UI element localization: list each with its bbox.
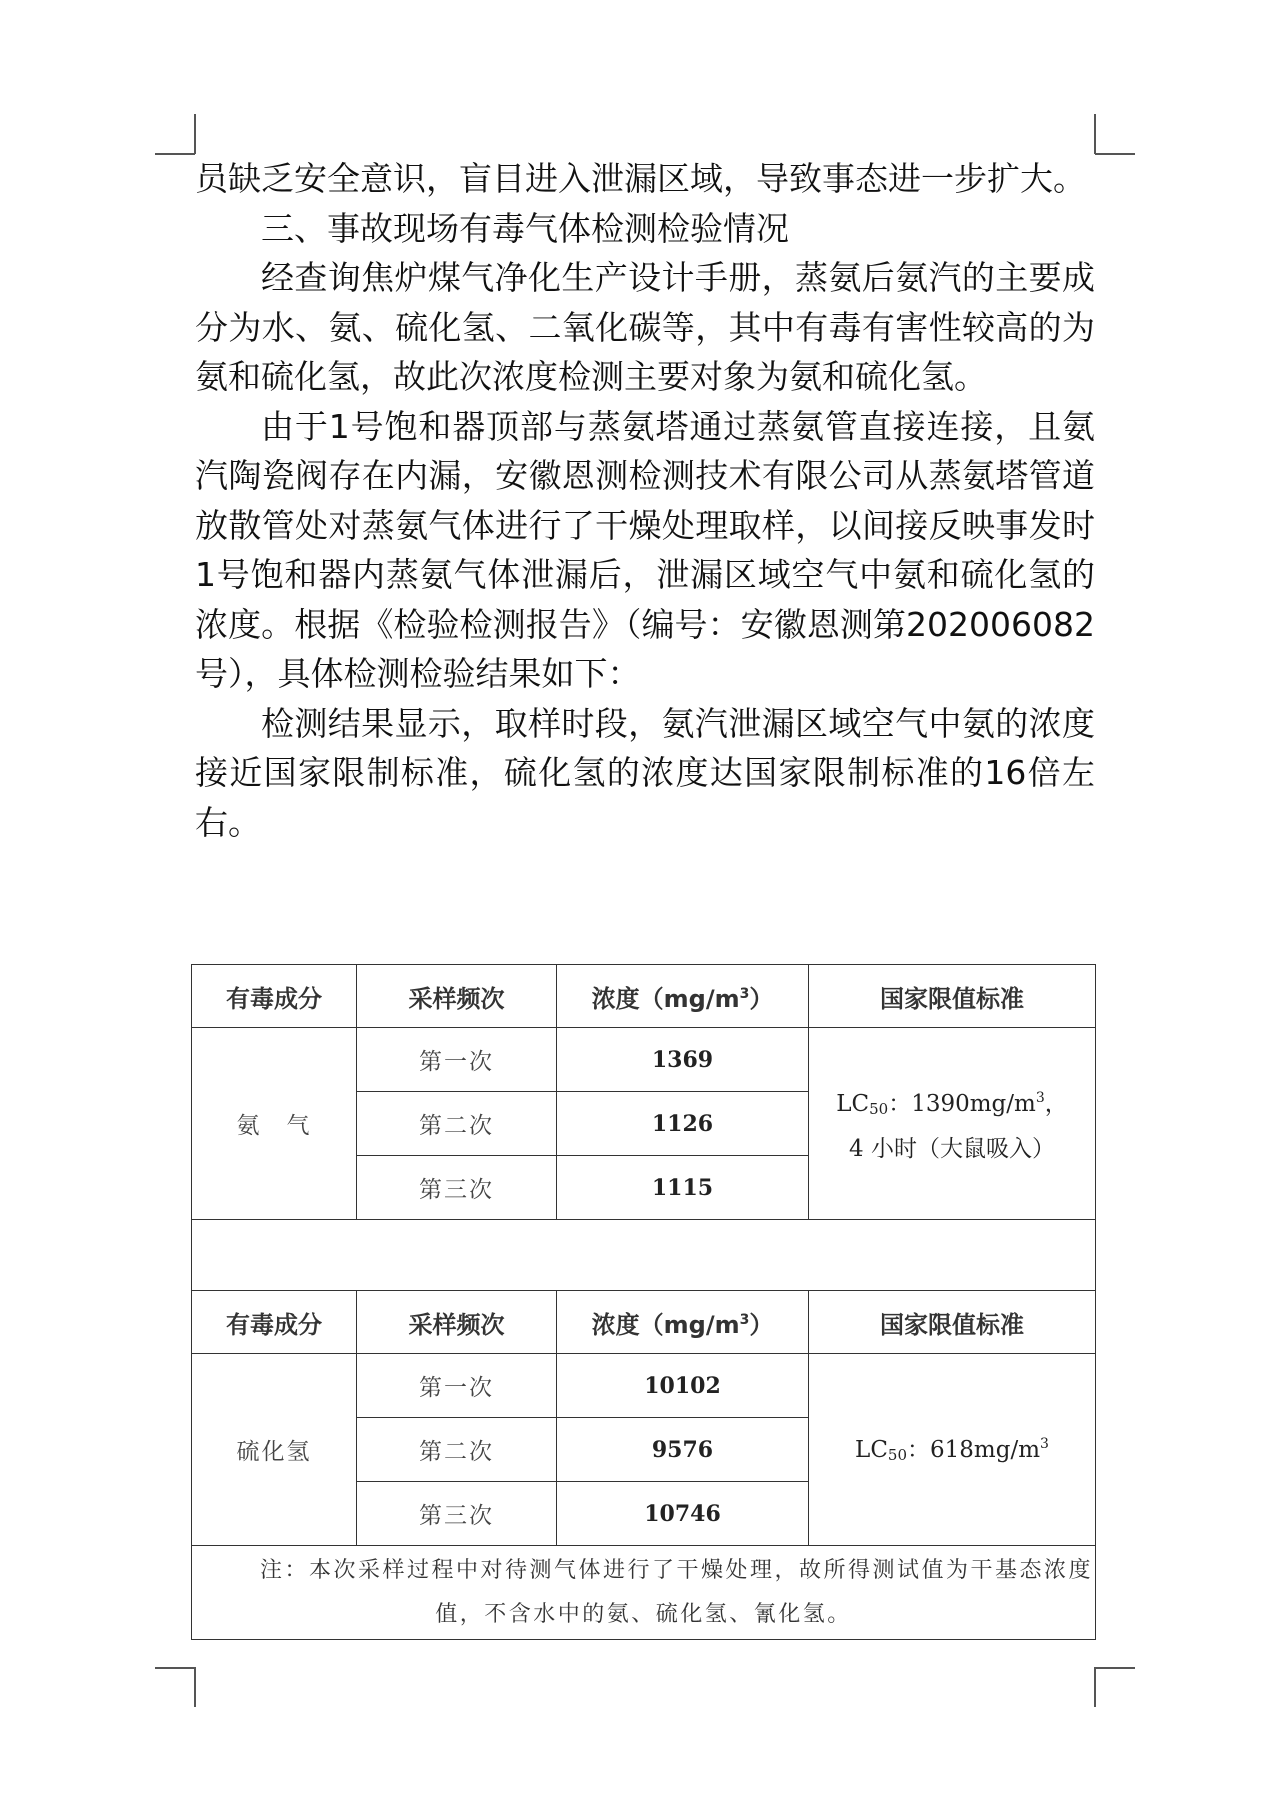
crop-mark-top-right-h xyxy=(1095,153,1135,155)
gas-name-h2s: 硫化氢 xyxy=(192,1354,357,1546)
crop-mark-top-left-v xyxy=(194,114,196,154)
sample-value: 10746 xyxy=(557,1482,809,1546)
detection-results-table xyxy=(191,964,1096,1640)
header-component: 有毒成分 xyxy=(192,1291,357,1354)
sample-value: 9576 xyxy=(557,1418,809,1482)
table-row xyxy=(192,1028,1096,1092)
sample-value: 10102 xyxy=(557,1354,809,1418)
table-note: 注：本次采样过程中对待测气体进行了干燥处理，故所得测试值为干基态浓度值，不含水中的氨、硫化氢、氰化氢。 xyxy=(192,1546,1096,1640)
header-concentration: 浓度$(mg/m^3)$ xyxy=(557,1291,809,1354)
gas-name-ammonia: 氨 气 xyxy=(192,1028,357,1220)
header-concentration: 浓度$(mg/m^3)$ xyxy=(557,965,809,1028)
sample-seq: 第三次 xyxy=(357,1482,557,1546)
standard-h2s: $LC_{50}$：$618mg/m^3$ xyxy=(809,1354,1096,1546)
sample-value: 1115 xyxy=(557,1156,809,1220)
header-standard: 国家限值标准 xyxy=(809,1291,1096,1354)
sample-seq: 第一次 xyxy=(357,1354,557,1418)
section-heading: 三、事故现场有毒气体检测检验情况 xyxy=(261,208,789,248)
table-note-row xyxy=(192,1546,1096,1640)
sample-seq: 第一次 xyxy=(357,1028,557,1092)
paragraph-sampling: 由于1号饱和器顶部与蒸氨塔通过蒸氨管直接连接，且氨汽陶瓷阀存在内漏，安徽恩测检测技术有限公司从蒸氨塔管道放散管处对蒸氨气体进行了干燥处理取样，以间接反映事发时1号饱和器内蒸氨气体泄漏后，泄漏区域空气中氨和硫化氢的浓度。根据《检验检测报告》（编号：安徽恩测第202006082号），具体检测检验结果如下： xyxy=(195,406,1095,693)
table-row xyxy=(192,1354,1096,1418)
sample-value: 1369 xyxy=(557,1028,809,1092)
crop-mark-top-left-h xyxy=(155,153,195,155)
sample-seq: 第三次 xyxy=(357,1156,557,1220)
paragraph-continuation: 员缺乏安全意识，盲目进入泄漏区域，导致事态进一步扩大。 xyxy=(195,159,1086,198)
paragraph-composition: 经查询焦炉煤气净化生产设计手册，蒸氨后氨汽的主要成分为水、氨、硫化氢、二氧化碳等，其中有毒有害性较高的为氨和硫化氢，故此次浓度检测主要对象为氨和硫化氢。 xyxy=(195,258,1095,396)
crop-mark-top-right-v xyxy=(1094,114,1096,154)
header-standard: 国家限值标准 xyxy=(809,965,1096,1028)
body-text xyxy=(195,154,1095,847)
standard-ammonia: $LC_{50}$：$1390mg/m^3$， 4 小时（大鼠吸入） xyxy=(809,1028,1096,1220)
table-spacer-row xyxy=(192,1220,1096,1291)
crop-mark-bottom-right-h xyxy=(1095,1667,1135,1669)
paragraph-result: 检测结果显示，取样时段，氨汽泄漏区域空气中氨的浓度接近国家限制标准，硫化氢的浓度达国家限制标准的16倍左右。 xyxy=(195,703,1095,842)
crop-mark-bottom-left-v xyxy=(194,1667,196,1707)
sample-value: 1126 xyxy=(557,1092,809,1156)
crop-mark-bottom-right-v xyxy=(1094,1667,1096,1707)
sample-seq: 第二次 xyxy=(357,1092,557,1156)
header-component: 有毒成分 xyxy=(192,965,357,1028)
crop-mark-bottom-left-h xyxy=(155,1667,195,1669)
sample-seq: 第二次 xyxy=(357,1418,557,1482)
header-frequency: 采样频次 xyxy=(357,965,557,1028)
table-header-row xyxy=(192,965,1096,1028)
table-header-row xyxy=(192,1291,1096,1354)
header-frequency: 采样频次 xyxy=(357,1291,557,1354)
